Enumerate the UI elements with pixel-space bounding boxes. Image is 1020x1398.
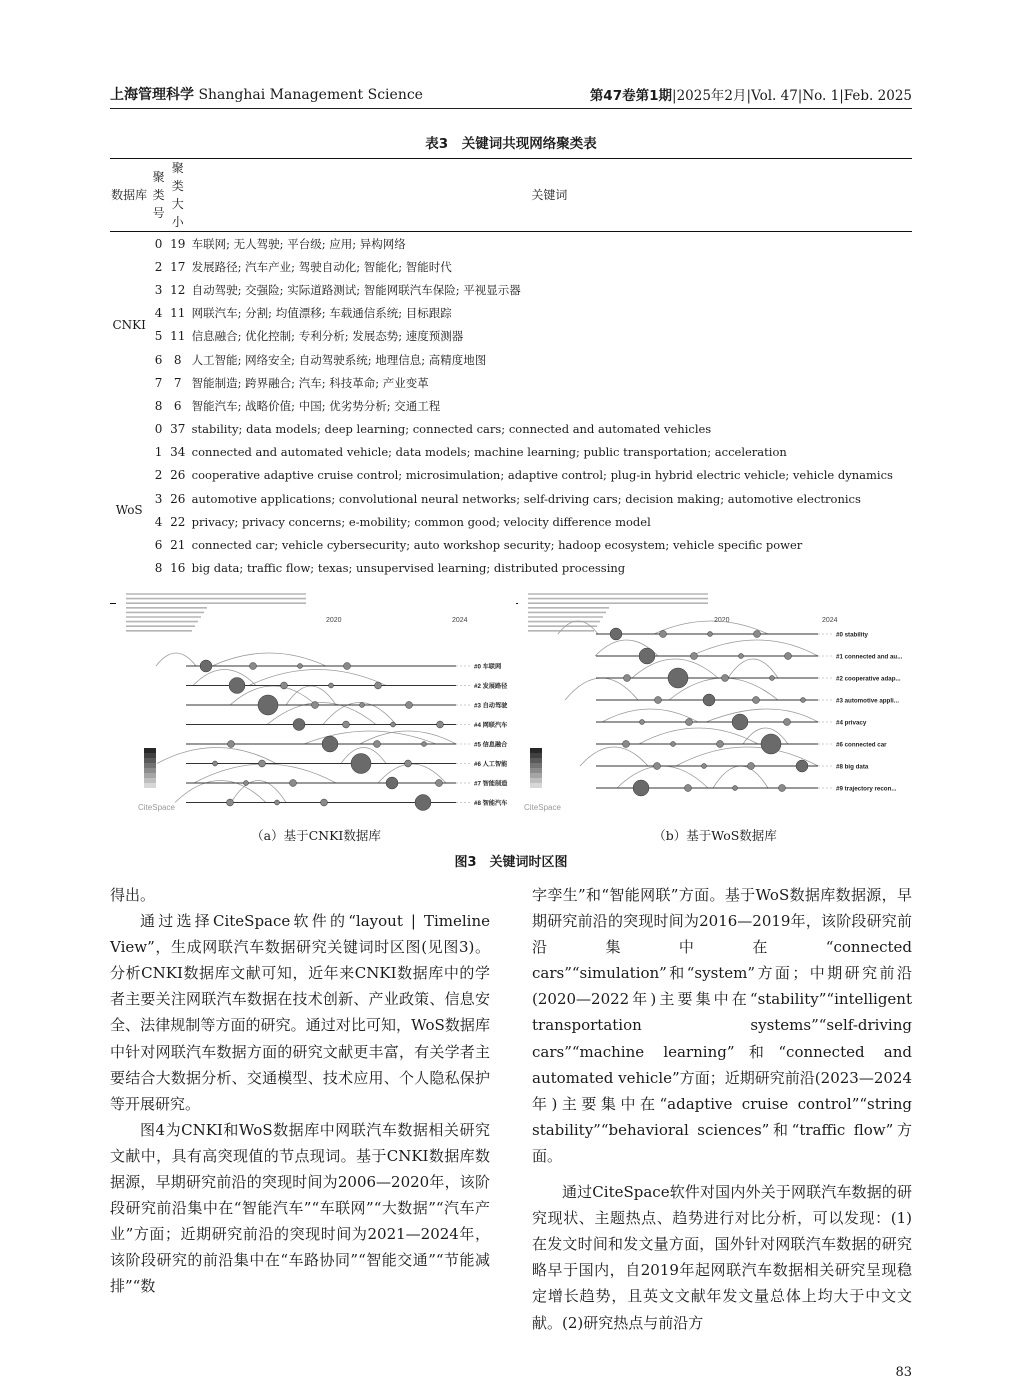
keyword-node — [691, 653, 698, 660]
cluster-id-cell: 6 — [154, 352, 163, 367]
year-legend-swatch — [144, 773, 156, 778]
keyword-node — [258, 695, 278, 715]
cluster-label: #4 网联汽车 — [474, 722, 508, 729]
keyword-node — [351, 754, 371, 774]
table-row — [110, 232, 912, 256]
table-row — [110, 464, 912, 487]
table-row — [110, 487, 912, 510]
cluster-size-cell: 11 — [170, 329, 186, 344]
year-legend-swatch — [144, 768, 156, 773]
year-legend-swatch — [530, 778, 542, 783]
year-legend-swatch — [144, 783, 156, 788]
keywords-cell: 信息融合; 优化控制; 专利分析; 发展态势; 速度预测器 — [191, 329, 464, 344]
keyword-node — [717, 741, 724, 748]
keyword-node — [344, 663, 351, 670]
cluster-size-cell: 12 — [170, 282, 186, 297]
body-column-right — [532, 882, 912, 1336]
table-row — [110, 557, 912, 580]
keyword-node — [244, 781, 249, 786]
keywords-cell: 网联汽车; 分割; 均值漂移; 车载通信系统; 目标跟踪 — [191, 306, 452, 321]
table-row — [110, 255, 912, 278]
keyword-node — [312, 702, 319, 709]
header-cluster: 聚类号 — [148, 159, 168, 232]
keyword-node — [784, 719, 791, 726]
cluster-id-cell: 8 — [154, 398, 163, 413]
database-cell: WoS — [115, 503, 143, 518]
cluster-label: #9 trajectory recon... — [836, 785, 897, 793]
timeline-panel-cnki — [116, 578, 516, 846]
citespace-watermark: CiteSpace — [524, 803, 561, 812]
cnki-timeline-graph — [116, 578, 516, 822]
page-number: 83 — [895, 1365, 912, 1380]
keyword-node — [298, 664, 303, 669]
cluster-id-cell: 2 — [154, 259, 163, 274]
year-legend-swatch — [144, 778, 156, 783]
keyword-node — [259, 760, 266, 767]
keyword-node — [375, 682, 382, 689]
cluster-id-cell: 3 — [154, 491, 163, 506]
cluster-id-cell: 0 — [154, 422, 163, 437]
keywords-cell: 车联网; 无人驾驶; 平台级; 应用; 异构网络 — [191, 236, 406, 251]
paragraph: 得出。 — [110, 886, 156, 904]
keyword-node — [639, 648, 655, 664]
cluster-label: #4 privacy — [836, 719, 867, 727]
cluster-size-cell: 16 — [170, 561, 186, 576]
keyword-node — [275, 800, 280, 805]
keyword-node — [733, 786, 738, 791]
cluster-label: #6 connected car — [836, 741, 887, 749]
keywords-cell: 智能汽车; 战略价值; 中国; 优劣势分析; 交通工程 — [191, 398, 441, 413]
keyword-node — [405, 760, 412, 767]
header-size-line1: 聚类 — [171, 161, 184, 193]
keyword-node — [660, 631, 667, 638]
cluster-label: #3 自动驾驶 — [474, 702, 508, 710]
journal-title — [110, 84, 423, 104]
keyword-node — [779, 785, 786, 792]
keyword-node — [200, 660, 212, 672]
keyword-node — [437, 721, 444, 728]
date-en: Feb. 2025 — [843, 88, 912, 104]
cluster-id-cell: 8 — [154, 561, 163, 576]
cluster-id-cell: 2 — [154, 468, 163, 483]
wos-timeline-graph — [518, 578, 912, 822]
keyword-node — [770, 676, 775, 681]
paragraph: 字孪生”和“智能网联”方面。基于WoS数据库数据源，早期研究前沿的突现时间为2016—2019年，该阶段研究前沿集中在“connected cars”“simulation”和“system”方面；中期研究前沿(2020—2022年)主要集中在“stability”“intelligent transportation systems”“self-driving cars”“machine learning”和“connected and automated vehicle”方面；近期研究前沿(2023—2024年)主要集中在“adaptive cruise control”“string stability”“behavioral sciences”和“traffic flow”方面。 — [532, 886, 912, 1165]
cluster-id-cell: 3 — [154, 282, 163, 297]
keywords-cell: automotive applications; convolutional neural networks; self-driving cars; decision making; automotive electronics — [191, 491, 861, 506]
cluster-label: #6 人工智能 — [474, 761, 508, 768]
year-label: 2020 — [714, 617, 730, 624]
keyword-node — [655, 697, 662, 704]
year-legend-swatch — [530, 748, 542, 753]
keyword-node — [290, 780, 297, 787]
table-header-row — [110, 159, 912, 232]
cluster-size-cell: 7 — [173, 375, 182, 390]
cluster-size-cell: 21 — [170, 538, 186, 553]
keyword-node — [321, 799, 328, 806]
table-row — [110, 418, 912, 441]
keywords-cell: 自动驾驶; 交强险; 实际道路测试; 智能网联汽车保险; 平视显示器 — [191, 282, 521, 297]
keywords-cell: privacy; privacy concerns; e-mobility; common good; velocity difference model — [191, 514, 651, 529]
cluster-id-cell: 4 — [154, 306, 163, 321]
keyword-node — [415, 795, 431, 811]
figure-caption: 图3 关键词时区图 — [454, 855, 568, 870]
year-legend-swatch — [530, 768, 542, 773]
keyword-node — [229, 678, 245, 694]
cluster-size-cell: 22 — [170, 514, 186, 529]
table-row — [110, 441, 912, 464]
keyword-node — [623, 741, 630, 748]
keyword-node — [610, 628, 622, 640]
keywords-cell: big data; traffic flow; texas; unsupervised learning; distributed processing — [191, 561, 626, 576]
cluster-label: #8 智能汽车 — [474, 800, 508, 807]
citespace-watermark: CiteSpace — [138, 803, 175, 812]
cluster-label: #3 automotive appli... — [836, 697, 899, 705]
figure-3 — [110, 578, 912, 846]
body-column-left — [110, 882, 490, 1300]
panel-a-caption: （a）基于CNKI数据库 — [251, 828, 381, 843]
keyword-node — [739, 654, 744, 659]
keyword-node — [343, 721, 350, 728]
cluster-label: #0 stability — [836, 631, 868, 639]
year-label: 2024 — [452, 617, 468, 624]
table-row — [110, 533, 912, 556]
keyword-node — [685, 785, 692, 792]
keyword-node — [633, 780, 649, 796]
header-size — [169, 159, 187, 232]
cluster-size-cell: 11 — [170, 306, 186, 321]
cluster-label: #1 connected and au... — [836, 653, 903, 661]
keyword-node — [732, 714, 748, 730]
keyword-node — [753, 697, 760, 704]
keyword-node — [281, 682, 288, 689]
header-size-line2: 大小 — [171, 197, 184, 229]
cluster-size-cell: 26 — [170, 468, 186, 483]
keyword-node — [406, 702, 413, 709]
keyword-node — [761, 734, 781, 754]
keyword-node — [227, 799, 234, 806]
year-legend-swatch — [530, 783, 542, 788]
cluster-id-cell: 0 — [154, 236, 163, 251]
keyword-node — [785, 653, 792, 660]
table-caption: 表3 关键词共现网络聚类表 — [425, 136, 597, 152]
date-cn: 2025年2月 — [676, 88, 747, 104]
cluster-id-cell: 7 — [154, 375, 163, 390]
cluster-size-cell: 17 — [170, 259, 186, 274]
cluster-size-cell: 26 — [170, 491, 186, 506]
keyword-node — [748, 763, 755, 770]
year-legend-swatch — [530, 773, 542, 778]
keyword-node — [391, 722, 396, 727]
cluster-size-cell: 6 — [173, 398, 182, 413]
keyword-node — [640, 720, 645, 725]
timeline-panel-wos — [518, 578, 912, 846]
keyword-node — [668, 668, 688, 688]
keyword-node — [801, 698, 806, 703]
keyword-node — [329, 683, 334, 688]
keyword-node — [722, 675, 729, 682]
volume: Vol. 47 — [751, 88, 798, 104]
keywords-cell: 发展路径; 汽车产业; 驾驶自动化; 智能化; 智能时代 — [191, 259, 452, 274]
keyword-node — [703, 694, 715, 706]
issue-info: 第47卷第1期|2025年2月|Vol. 47|No. 1|Feb. 2025 — [589, 88, 912, 104]
cluster-size-cell: 34 — [170, 445, 186, 460]
cluster-label: #5 信息融合 — [474, 741, 508, 749]
keywords-cell: 人工智能; 网络安全; 自动驾驶系统; 地理信息; 高精度地图 — [191, 352, 487, 367]
keyword-node — [654, 763, 661, 770]
table-row — [110, 302, 912, 325]
cluster-label: #7 智能制造 — [474, 780, 508, 788]
keywords-cell: connected car; vehicle cybersecurity; auto workshop security; hadoop ecosystem; vehicle specific power — [191, 538, 803, 553]
year-legend-swatch — [144, 758, 156, 763]
database-cell: CNKI — [112, 317, 146, 332]
keyword-node — [422, 742, 427, 747]
year-legend-swatch — [530, 753, 542, 758]
table-row — [110, 348, 912, 371]
keyword-node — [293, 719, 305, 731]
keyword-node — [708, 632, 713, 637]
keyword-node — [213, 761, 218, 766]
header-db: 数据库 — [110, 159, 148, 232]
cluster-id-cell: 6 — [154, 538, 163, 553]
cluster-label: #0 车联网 — [474, 663, 502, 671]
keyword-node — [250, 663, 257, 670]
year-legend-swatch — [144, 763, 156, 768]
paragraph: 图4为CNKI和WoS数据库中网联汽车数据相关研究文献中，具有高突现值的节点现词。基于CNKI数据库数据源，早期研究前沿的突现时间为2006—2020年，该阶段研究前沿集中在“智能汽车”“车联网”“大数据”“汽车产业”方面；近期研究前沿的突现时间为2021—2024年，该阶段研究的前沿集中在“车路协同”“智能交通”“节能减排”“数 — [110, 1120, 490, 1296]
journal-name-cn: 上海管理科学 — [110, 87, 194, 103]
cluster-id-cell: 4 — [154, 514, 163, 529]
keyword-node — [671, 742, 676, 747]
keywords-cell: stability; data models; deep learning; connected cars; connected and automated vehicles — [191, 422, 712, 437]
keyword-node — [228, 741, 235, 748]
year-legend-swatch — [530, 758, 542, 763]
keyword-node — [624, 675, 631, 682]
year-label: 2024 — [822, 617, 838, 624]
issue-number: No. 1 — [802, 88, 840, 104]
keywords-cell: connected and automated vehicle; data models; machine learning; public transportation; acceleration — [191, 445, 787, 460]
table-row — [110, 371, 912, 394]
keyword-node — [754, 631, 761, 638]
paragraph: 通过CiteSpace软件对国内外关于网联汽车数据的研究现状、主题热点、趋势进行对比分析，可以发现：(1)在发文时间和发文量方面，国外针对网联汽车数据的研究略早于国内，自2019年起网联汽车数据相关研究呈现稳定增长趋势，且英文文献年发文量总体上均大于中文文献。(2)研究热点与前沿方 — [532, 1183, 912, 1332]
cluster-label: #8 big data — [836, 763, 869, 771]
cluster-id-cell: 1 — [154, 445, 163, 460]
keyword-node — [796, 760, 808, 772]
keyword-node — [360, 703, 365, 708]
cluster-label: #2 cooperative adap... — [836, 675, 901, 683]
cluster-label: #2 发展路径 — [474, 683, 508, 690]
journal-name-en: Shanghai Management Science — [198, 87, 423, 103]
table-row — [110, 394, 912, 417]
year-legend-swatch — [144, 753, 156, 758]
keyword-node — [386, 777, 398, 789]
cluster-id-cell: 5 — [154, 329, 163, 344]
keyword-node — [436, 780, 443, 787]
paragraph: 通过选择CiteSpace软件的“layout | Timeline View”，生成网联汽车数据研究关键词时区图(见图3)。分析CNKI数据库文献可知，近年来CNKI数据库中的学者主要关注网联汽车数据在技术创新、产业政策、信息安全、法律规制等方面的研究。通过对比可知，WoS数据库中针对网联汽车数据方面的研究文献更丰富，有关学者主要结合大数据分析、交通模型、技术应用、个人隐私保护等开展研究。 — [110, 912, 490, 1113]
running-header — [110, 82, 912, 109]
graph-background — [116, 578, 516, 822]
cluster-size-cell: 8 — [173, 352, 182, 367]
keyword-cluster-table — [110, 158, 912, 604]
keyword-node — [686, 719, 693, 726]
cluster-size-cell: 19 — [170, 236, 186, 251]
table-row — [110, 325, 912, 348]
header-keywords: 关键词 — [187, 159, 912, 232]
year-legend-swatch — [144, 748, 156, 753]
panel-b-caption: （b）基于WoS数据库 — [653, 828, 777, 843]
keywords-cell: cooperative adaptive cruise control; microsimulation; adaptive control; plug-in hybrid electric vehicle; vehicle dynamics — [191, 468, 893, 483]
issue-cn: 第47卷第1期 — [589, 88, 672, 104]
year-label: 2020 — [326, 617, 342, 624]
cluster-size-cell: 37 — [170, 422, 186, 437]
keyword-node — [374, 741, 381, 748]
keyword-node — [322, 736, 338, 752]
table-row — [110, 278, 912, 301]
keywords-cell: 智能制造; 跨界融合; 汽车; 科技革命; 产业变革 — [191, 375, 429, 390]
keyword-node — [702, 764, 707, 769]
table-row — [110, 510, 912, 533]
year-legend-swatch — [530, 763, 542, 768]
